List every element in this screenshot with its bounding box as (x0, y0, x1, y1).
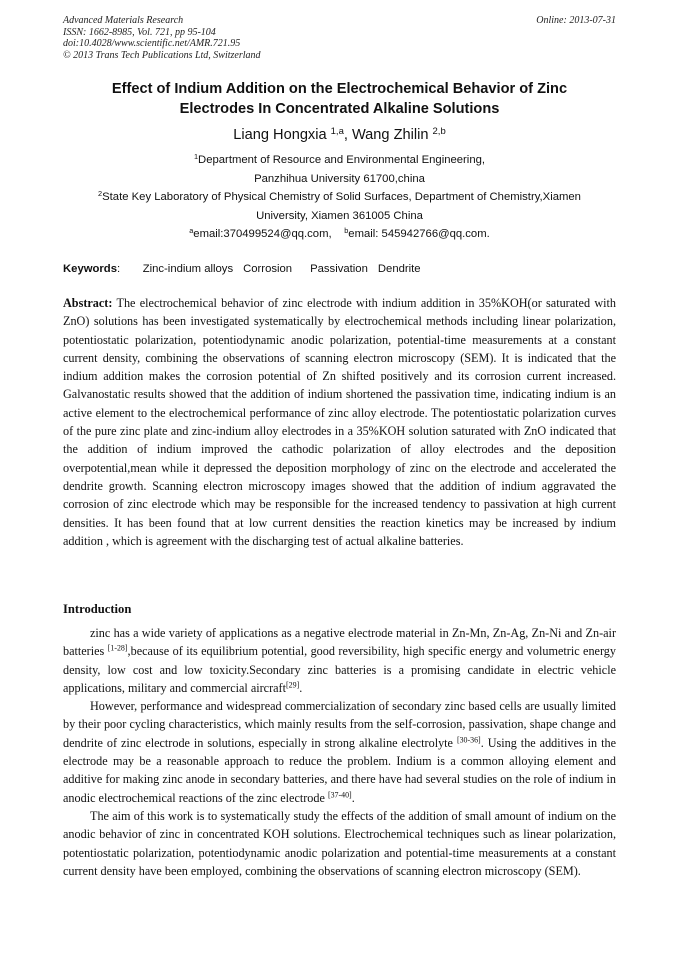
email-b: email: 545942766@qq.com. (348, 228, 490, 241)
affiliation-1-line-2: Panzhihua University 61700,china (254, 172, 425, 185)
intro-paragraph-3: The aim of this work is to systematically study the effects of the addition of small amount of indium on the anodic behavior of zinc in concentrated KOH solutions. Electrochemical techniques such as linear polarization, potentiostatic polarization, potentiodynamic anodic polarization and potential-time measurements at a constant current density have been employed, combining the observations of scanning electron microscopy (SEM). (63, 808, 616, 878)
journal-name: Advanced Materials Research (63, 15, 184, 26)
affiliation-1-marker: 1 (193, 151, 199, 161)
email-a: email:370499524@qq.com, (193, 228, 332, 241)
journal-header (63, 15, 616, 61)
keyword: Zinc-indium alloys (142, 263, 234, 275)
citation: [29] (286, 680, 300, 690)
author-name: Liang Hongxia (233, 127, 327, 143)
affiliation-1-line-1: $^1$Department of Resource and Environmental Engineering, (193, 151, 486, 166)
email-b-marker: b (344, 226, 349, 236)
journal-doi: doi:10.4028/www.scientific.net/AMR.721.95 (63, 38, 241, 49)
abstract-label: Abstract: (63, 296, 113, 310)
email-line (63, 225, 616, 244)
author-superscript: 1,a (330, 125, 344, 137)
author-list (63, 125, 616, 145)
title-line-1: Effect of Indium Addition on the Electrochemical Behavior of Zinc (111, 81, 568, 97)
keywords-colon: : (117, 263, 121, 275)
keyword: Dendrite (377, 263, 421, 275)
online-date: Online: 2013-07-31 (536, 15, 616, 26)
citation: [37-40] (327, 790, 352, 800)
intro-paragraph-1: zinc has a wide variety of applications as a negative electrode material in Zn-Mn, Zn-Ag, Zn-Ni and Zn-air batteries [1-28],because of its equilibrium potential, good reversibility, high specific energy and volumetric energy density, low cost and low toxicity.Secondary zinc batteries is a promising candidate in electric vehicle applications, military and commercial aircraft[29]. (63, 626, 616, 695)
citation: [30-36] (456, 735, 481, 745)
citation: [1-28] (107, 643, 128, 653)
affiliations (63, 151, 616, 244)
email-a-marker: a (189, 226, 194, 236)
paper-title (63, 80, 616, 119)
author-separator: , (343, 127, 352, 143)
keyword: Passivation (310, 263, 368, 275)
abstract-text: The electrochemical behavior of zinc electrode with indium addition in 35%KOH(or saturated with ZnO) solutions has been investigated systematically by electrochemical methods including linear polarization, potentiostatic polarization, potentiodynamic anodic polarization, potential-time measurements at a constant current density, combining the observations of scanning electron microscopy (SEM). It is indicated that the indium addition makes the corrosion potential of Zn shifted positively and its corrosion current increased. Galvanostatic results showed that the addition of indium shortened the passivation time, indicating indium is an active element to the electrochemical performance of zinc alloy electrode. The potentiostatic polarization curves of the pure zinc plate and zinc-indium alloy electrodes in a 35%KOH solution saturated with ZnO indicated that the addition of indium improved the cathodic polarization of alloy electrodes and the deposition overpotential,mean while it depressed the deposition morphology of zinc on the electrode and accelerated the dendrite growth. Scanning electron microscopy images showed that the addition of indium aggravated the corrosion of zinc electrode which may be responsible for the increased tendency to passivation at high current densities. It has been found that at low current densities the reaction kinetics may be increased by indium addition , which is agreement with the discharging test of actual alkaline batteries. (63, 296, 616, 548)
affiliation-2-line-1: $^2$State Key Laboratory of Physical Chemistry of Solid Surfaces, Department of Chemistry,Xiamen (98, 189, 581, 204)
journal-copyright: © 2013 Trans Tech Publications Ltd, Switzerland (63, 49, 261, 61)
keyword: Corrosion (243, 263, 293, 275)
introduction-body (63, 624, 616, 880)
abstract (63, 294, 616, 550)
intro-paragraph-2: However, performance and widespread commercialization of secondary zinc based cells are usually limited by their poor cycling characteristics, which mainly results from the self-corrosion, passivation, shape change and dendrite of zinc electrode in solutions, especially in strong alkaline electrolyte [30-36]. Using the additives in the electrode may be a reasonable approach to reduce the problem. Indium is a common alloying element and additive for making zinc anode in secondary batteries, and there have had several studies on the role of indium in anodic electrochemical reactions of the zinc electrode [37-40]. (63, 699, 616, 805)
title-line-2: Electrodes In Concentrated Alkaline Solutions (179, 100, 500, 117)
keywords-label: Keywords (63, 263, 117, 275)
author-name: Wang Zhilin (351, 127, 429, 143)
section-heading-introduction: Introduction (63, 602, 132, 616)
author-superscript: 2,b (432, 125, 446, 137)
keywords (63, 260, 616, 278)
journal-issn: ISSN: 1662-8985, Vol. 721, pp 95-104 (63, 26, 216, 38)
affiliation-2-marker: 2 (98, 189, 103, 199)
affiliation-2-line-2: University, Xiamen 361005 China (256, 209, 423, 222)
